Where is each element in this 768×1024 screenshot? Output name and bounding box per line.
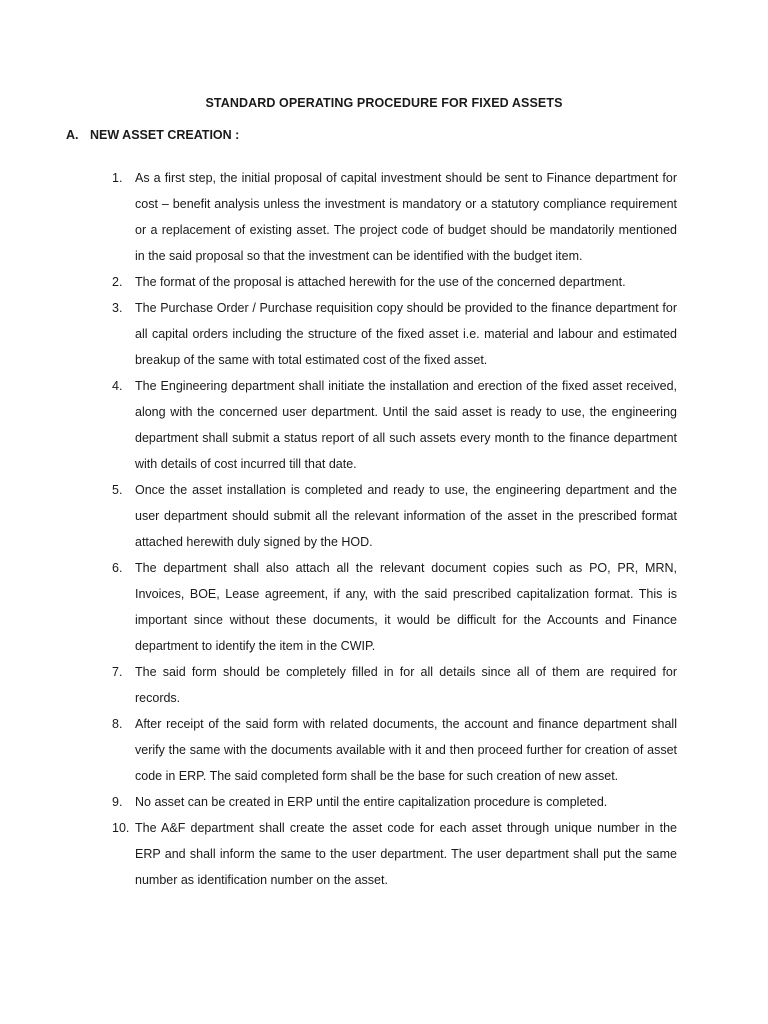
document-title: STANDARD OPERATING PROCEDURE FOR FIXED ASSETS bbox=[205, 96, 563, 110]
list-item-text: The department shall also attach all the relevant document copies such as PO, PR, MRN, Invoices, BOE, Lease agreement, if any, with the said prescribed capitalization format. This is important since without these documents, it would be difficult for the Accounts and Finance department to identify the item in the CWIP. bbox=[135, 561, 677, 653]
list-item-text: After receipt of the said form with related documents, the account and finance department shall verify the same with the documents available with it and then proceed further for creation of asset code in ERP. The said completed form shall be the base for such creation of new asset. bbox=[135, 717, 677, 783]
list-item-number: 1. bbox=[112, 171, 123, 185]
list-item-text: The Engineering department shall initiate the installation and erection of the fixed asset received, along with the concerned user department. Until the said asset is ready to use, the engineering department shall submit a status report of all such assets every month to the finance department with details of cost incurred till that date. bbox=[135, 379, 677, 471]
list-item-number: 2. bbox=[112, 275, 123, 289]
list-item bbox=[0, 555, 768, 659]
section-letter: A. bbox=[66, 128, 79, 142]
list-item-number: 8. bbox=[112, 717, 123, 731]
list-item-text: The format of the proposal is attached herewith for the use of the concerned department. bbox=[135, 275, 626, 289]
list-item-number: 9. bbox=[112, 795, 123, 809]
list-item-text: No asset can be created in ERP until the entire capitalization procedure is completed. bbox=[135, 795, 608, 809]
list-item bbox=[0, 477, 768, 555]
list-item bbox=[0, 373, 768, 477]
list-item-text: Once the asset installation is completed and ready to use, the engineering department and the user department should submit all the relevant information of the asset in the prescribed format attached herewith duly signed by the HOD. bbox=[135, 483, 677, 549]
list-item-number: 7. bbox=[112, 665, 123, 679]
list-item-text: The said form should be completely filled in for all details since all of them are required for records. bbox=[135, 665, 677, 705]
section-heading bbox=[66, 127, 239, 143]
list-item-text: The A&F department shall create the asset code for each asset through unique number in the ERP and shall inform the same to the user department. The user department shall put the same number as identification number on the asset. bbox=[135, 821, 677, 887]
list-item-text: As a first step, the initial proposal of capital investment should be sent to Finance department for cost – benefit analysis unless the investment is mandatory or a statutory compliance requirement or a replacement of existing asset. The project code of budget should be mandatorily mentioned in the said proposal so that the investment can be identified with the budget item. bbox=[135, 171, 677, 263]
list-item bbox=[0, 295, 768, 373]
list-item bbox=[0, 815, 768, 893]
list-item-number: 4. bbox=[112, 379, 123, 393]
list-item-number: 5. bbox=[112, 483, 123, 497]
list-item bbox=[0, 165, 768, 269]
list-item bbox=[0, 269, 768, 295]
section-heading-text: NEW ASSET CREATION : bbox=[90, 128, 240, 142]
list-item bbox=[0, 659, 768, 711]
list-item-number: 3. bbox=[112, 301, 123, 315]
list-item-text: The Purchase Order / Purchase requisition copy should be provided to the finance department for all capital orders including the structure of the fixed asset i.e. material and labour and estimated breakup of the same with total estimated cost of the fixed asset. bbox=[135, 301, 677, 367]
list-item bbox=[0, 711, 768, 789]
procedure-list bbox=[0, 165, 768, 893]
list-item bbox=[0, 789, 768, 815]
list-item-number: 6. bbox=[112, 561, 123, 575]
list-item-number: 10. bbox=[112, 821, 130, 835]
